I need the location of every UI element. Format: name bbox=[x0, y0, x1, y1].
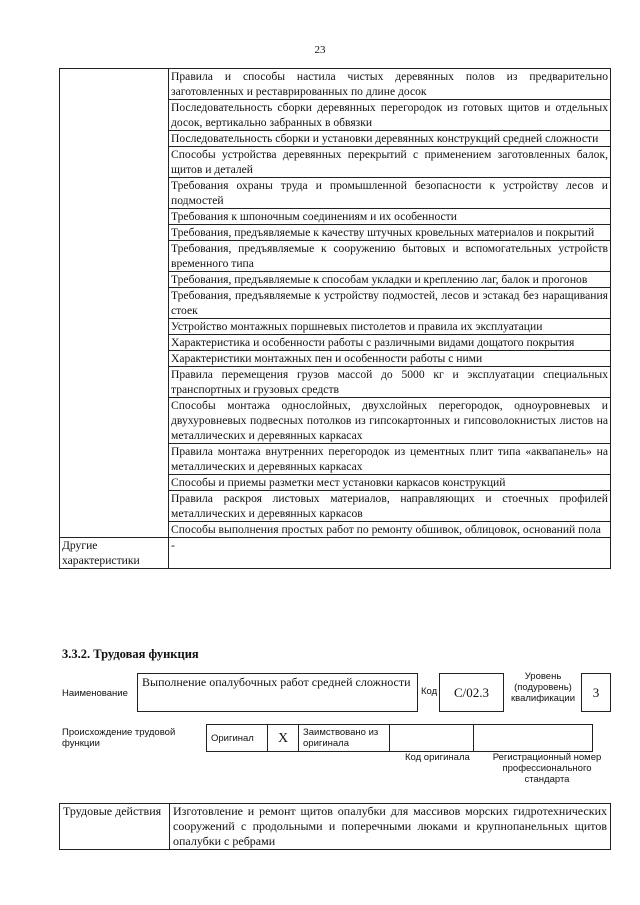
requirement-row bbox=[60, 69, 611, 100]
requirements-table bbox=[59, 68, 611, 569]
requirement-text: Требования, предъявляемые к качеству штучных кровельных материалов и покрытий bbox=[169, 225, 611, 241]
requirement-text: Характеристика и особенности работы с различными видами дощатого покрытия bbox=[169, 335, 611, 351]
requirement-text: Характеристики монтажных пен и особенности работы с ними bbox=[169, 351, 611, 367]
requirement-text: Требования к шпоночным соединениям и их особенности bbox=[169, 209, 611, 225]
original-mark: X bbox=[268, 725, 299, 752]
reg-number-cell bbox=[474, 725, 593, 752]
requirement-text: Правила раскроя листовых материалов, направляющих и стоечных профилей металлических и деревянных каркасов bbox=[169, 491, 611, 522]
requirement-text: Способы устройства деревянных перекрытий с применением заготовленных балок, щитов и деталей bbox=[169, 147, 611, 178]
origin-label: Происхождение трудовой функции bbox=[62, 727, 176, 749]
other-label: Другие характеристики bbox=[60, 538, 169, 569]
requirement-text: Требования, предъявляемые к сооружению бытовых и вспомогательных устройств временного типа bbox=[169, 241, 611, 272]
requirement-text: Правила и способы настила чистых деревянных полов из предварительно заготовленных и реставрированных по длине досок bbox=[169, 69, 611, 100]
original-label: Оригинал bbox=[211, 732, 254, 744]
requirement-text: Последовательность сборки деревянных перегородок из готовых щитов и отдельных досок, вертикально забранных в обвязки bbox=[169, 100, 611, 131]
requirement-text: Правила перемещения грузов массой до 5000 кг и эксплуатации специальных транспортных и грузовых средств bbox=[169, 367, 611, 398]
code-original-cell bbox=[390, 725, 474, 752]
reg-number-label: Регистрационный номер профессионального стандарта bbox=[492, 752, 602, 785]
original-cell bbox=[207, 725, 268, 752]
section-title: 3.3.2. Трудовая функция bbox=[62, 647, 199, 661]
borrowed-label: Заимствовано из оригинала bbox=[299, 725, 390, 752]
actions-value: Изготовление и ремонт щитов опалубки для массивов морских гидротехнических сооружений с продольными и поперечными люками и крупнопанельных щитов опалубки с ребрами bbox=[170, 804, 611, 850]
other-row bbox=[60, 538, 611, 569]
level-label: Уровень (подуровень) квалификации bbox=[510, 671, 576, 704]
requirement-text: Последовательность сборки и установки деревянных конструкций средней сложности bbox=[169, 131, 611, 147]
name-label: Наименование bbox=[62, 688, 128, 699]
origin-table bbox=[206, 724, 593, 752]
page-number: 23 bbox=[314, 44, 326, 56]
requirement-text: Способы монтажа однослойных, двухслойных перегородок, одноуровневых и двухуровневых подвесных потолков из гипсокартонных и гипсоволокнистых листов на металлических и деревянных каркасах bbox=[169, 398, 611, 444]
qualification-level-field: 3 bbox=[581, 673, 611, 712]
requirement-text: Правила монтажа внутренних перегородок из цементных плит типа «аквапанель» на металлических и деревянных каркасах bbox=[169, 444, 611, 475]
code-original-label: Код оригинала bbox=[405, 752, 470, 763]
requirement-text: Способы выполнения простых работ по ремонту обшивок, облицовок, оснований пола bbox=[169, 522, 611, 538]
other-value: - bbox=[169, 538, 611, 569]
function-name-field: Выполнение опалубочных работ средней сложности bbox=[137, 673, 418, 712]
function-code-field: C/02.3 bbox=[439, 673, 504, 712]
requirement-text: Способы и приемы разметки мест установки каркасов конструкций bbox=[169, 475, 611, 491]
actions-table bbox=[59, 803, 611, 850]
requirement-text: Требования, предъявляемые к устройству подмостей, лесов и эстакад без наращивания стоек bbox=[169, 288, 611, 319]
requirement-text: Требования охраны труда и промышленной безопасности к устройству лесов и подмостей bbox=[169, 178, 611, 209]
requirements-left-cell bbox=[60, 69, 169, 538]
code-label: Код bbox=[421, 686, 438, 697]
requirement-text: Устройство монтажных поршневых пистолетов и правила их эксплуатации bbox=[169, 319, 611, 335]
actions-label: Трудовые действия bbox=[60, 804, 170, 850]
requirement-text: Требования, предъявляемые к способам укладки и креплению лаг, балок и прогонов bbox=[169, 272, 611, 288]
